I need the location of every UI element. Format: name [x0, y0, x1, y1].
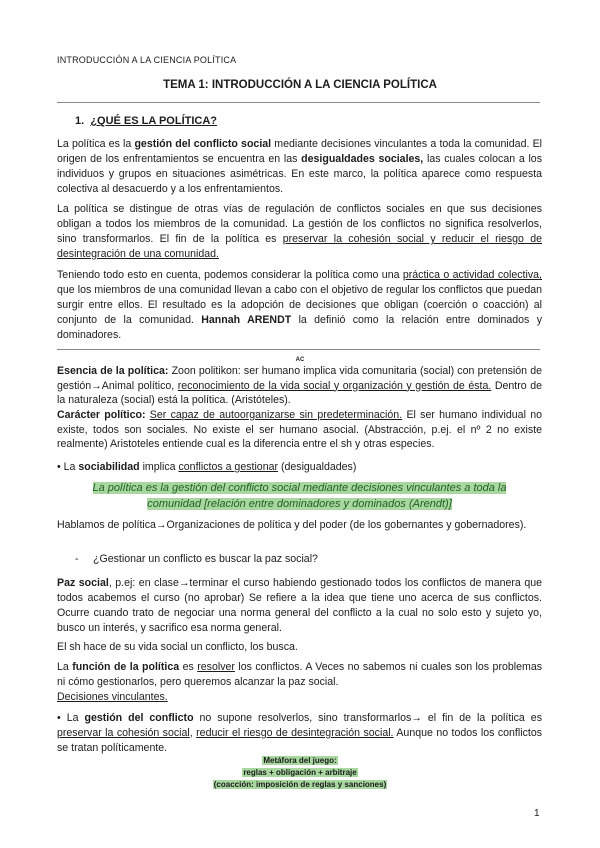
bold-term: Paz social	[57, 577, 109, 589]
page-title: TEMA 1: INTRODUCCIÓN A LA CIENCIA POLÍTICA	[163, 79, 437, 91]
section-heading	[75, 115, 217, 127]
bold-term: Esencia de la política:	[57, 365, 169, 377]
paragraph-social-peace: Paz social, p.ej: en clase→terminar el curso habiendo gestionado todos los conflictos de manera que todos acabemos el curso (no aprobar) Se refiere a la idea que tiene uno acerca de sus conflictos. Ocurre cuando trato de negociar una norma general del conflicto a la cual no solo esto y sujeto yo, busco un interés, y sacrifico esa norma general.	[57, 577, 542, 634]
running-header: INTRODUCCIÓN A LA CIENCIA POLÍTICA	[57, 55, 237, 65]
notes-divider	[57, 349, 540, 350]
paragraph-distinction: La política se distingue de otras vías de regulación de conflictos sociales en que sus decisiones obligan a todos los miembros de la comunidad. La gestión de los conflictos no significa resolverlos, sino transformarlos. El fin de la política es preservar la cohesión social y reducir el riesgo de desintegración de una comunidad.	[57, 203, 543, 260]
bold-term: Carácter político:	[57, 409, 146, 421]
bold-term: desigualdades sociales,	[301, 153, 424, 165]
underlined-phrase: práctica o actividad colectiva,	[402, 269, 542, 281]
page-number: 1	[534, 808, 540, 819]
bold-term: función de la política	[72, 661, 180, 673]
bullet-sociability: • La sociabilidad implica conflictos a gestionar (desigualdades)	[57, 461, 357, 473]
paragraph-collective-practice: Teniendo todo esto en cuenta, podemos considerar la política como una práctica o actividad colectiva, que los miembros de una comunidad llevan a cabo con el objetivo de regular los conflictos que puedan surgir entre ellos. El resultado es la adopción de decisiones que obligan (coerción o coacción) al conjunto de la comunidad. Hannah ARENDT la definió como la relación entre dominados y dominadores.	[57, 269, 543, 341]
paragraph-conflict: El sh hace de su vida social un conflicto, los busca.	[57, 641, 298, 653]
underlined-phrase: resolver	[197, 661, 235, 673]
game-metaphor-box: Metáfora del juego: reglas + obligación + arbitraje (coacción: imposición de reglas y sanciones)	[213, 756, 387, 789]
section-number: 1.	[75, 115, 85, 127]
paragraph-essence: Esencia de la política: Zoon politikon: ser humano implica vida comunitaria (social) con pretensión de gestión→Animal político, reconocimiento de la vida social y organización y gestión de ésta. Dentro de la naturaleza (social) está la política. (Aristóteles).	[57, 365, 543, 406]
underlined-phrase: reducir el riesgo de desintegración social.	[196, 727, 394, 739]
underlined-phrase: reconocimiento de la vida social y organización y gestión de ésta.	[177, 379, 492, 392]
dash-marker: -	[75, 553, 79, 565]
paragraph-political-character: Carácter político: Ser capaz de autoorganizarse sin predeterminación. El ser humano individual no existe, todos son sociales. No existe el ser humano asocial. (Abstracción, p.ej. el nº 2 no existe realmente) Aristoteles entiende cual es la diferencia entre el sh y otras especies.	[57, 409, 543, 450]
ac-mark: AC	[295, 357, 305, 363]
bold-term: gestión del conflicto	[84, 712, 194, 724]
section-title: ¿QUÉ ES LA POLÍTICA?	[90, 115, 218, 127]
paragraph-definition: La política es la gestión del conflicto social mediante decisiones vinculantes a toda la comunidad. El origen de los enfrentamientos se encuentra en las desigualdades sociales, las cuales colocan a los individuos y grupos en situaciones asimétricas. En este marco, la política aparece como respuesta colectiva al desacuerdo y a los enfrentamientos.	[57, 138, 542, 195]
paragraph-function: La función de la política es resolver los conflictos. A Veces no sabemos ni cuales son los problemas ni cómo gestionarlos, pero queremos alcanzar la paz social. Decisiones vinculantes.	[57, 661, 543, 703]
highlighted-definition: La política es la gestión del conflicto social mediante decisiones vinculantes a toda la comunidad [relación entre dominadores y dominados (Arendt)]	[92, 482, 507, 510]
author-name: Hannah ARENDT	[201, 314, 292, 326]
bullet-conflict-management: • La gestión del conflicto no supone resolverlos, sino transformarlos→ el fin de la política es preservar la cohesión social, reducir el riesgo de desintegración social. Aunque no todos los conflictos se tratan políticamente.	[57, 712, 543, 754]
underlined-phrase: Decisiones vinculantes.	[57, 691, 168, 703]
dash-list-item: - ¿Gestionar un conflicto es buscar la paz social?	[75, 553, 318, 565]
bold-term: sociabilidad	[78, 461, 140, 473]
underlined-phrase: preservar la cohesión social y reducir el riesgo de desintegración de una comunidad.	[57, 233, 543, 260]
underlined-phrase: conflictos a gestionar	[178, 461, 279, 473]
bold-term: gestión del conflicto social	[134, 138, 272, 150]
underlined-phrase: preservar la cohesión social	[57, 727, 190, 739]
underlined-phrase: Ser capaz de autoorganizarse sin predeterminación.	[149, 409, 403, 421]
paragraph-organizations: Hablamos de política→Organizaciones de política y del poder (de los gobernantes y gobernadores).	[57, 519, 527, 531]
title-divider	[57, 102, 540, 103]
